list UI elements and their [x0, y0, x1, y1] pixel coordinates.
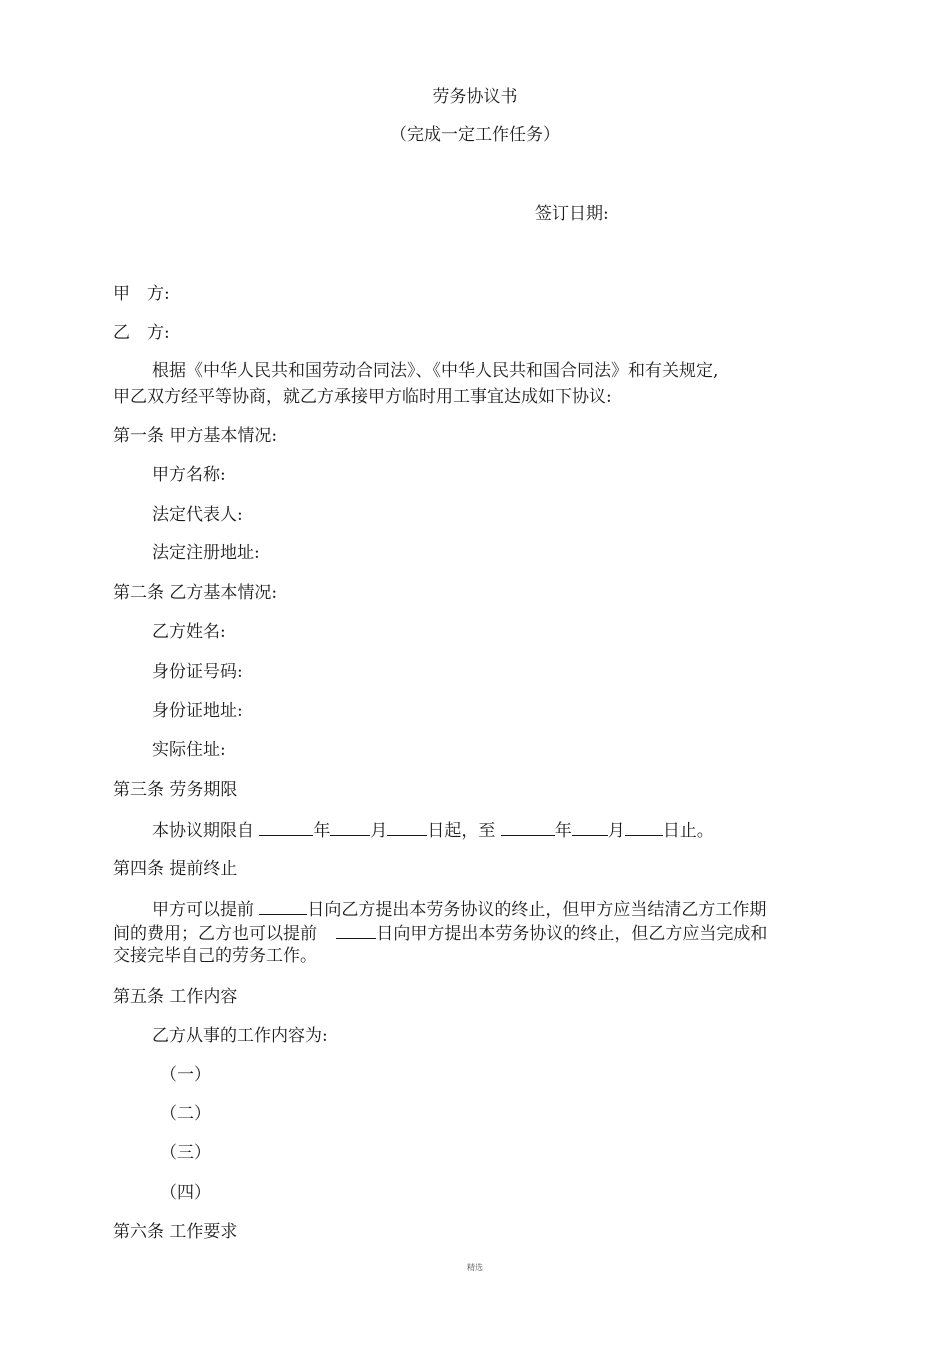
- id-number-label: 身份证号码:: [152, 662, 243, 682]
- party-a-notice-days-blank[interactable]: [259, 896, 307, 915]
- term-year2-label: 年: [554, 821, 572, 841]
- termination-line-1: [152, 896, 766, 922]
- party-a-label: 甲 方:: [113, 284, 170, 304]
- id-address-label: 身份证地址:: [152, 701, 243, 721]
- page-footer: 精选: [467, 1263, 483, 1272]
- term-from-label: 日起，至: [427, 821, 496, 841]
- term-text-start: 本协议期限自: [152, 821, 254, 841]
- term-paragraph: [152, 817, 714, 843]
- party-b-name-label: 乙方姓名:: [152, 622, 226, 642]
- term-year-label: 年: [313, 821, 331, 841]
- termination-line-2: [113, 920, 767, 946]
- work-item-1: （一）: [160, 1065, 211, 1085]
- article-2-title: 第二条 乙方基本情况:: [113, 583, 278, 603]
- sign-date-label: 签订日期:: [535, 204, 609, 224]
- article-1-title: 第一条 甲方基本情况:: [113, 426, 278, 446]
- end-month-blank[interactable]: [572, 817, 608, 836]
- article-6-title: 第六条 工作要求: [113, 1222, 238, 1242]
- term-month-label: 月: [370, 821, 388, 841]
- party-b-notice-days-blank[interactable]: [336, 920, 376, 939]
- preamble-line-1: 根据《中华人民共和国劳动合同法》、《中华人民共和国合同法》和有关规定,: [152, 361, 719, 381]
- termination-text-b: 日向乙方提出本劳务协议的终止，但甲方应当结清乙方工作期: [307, 900, 767, 920]
- party-a-name-label: 甲方名称:: [152, 465, 226, 485]
- registered-address-label: 法定注册地址:: [152, 543, 260, 563]
- article-5-title: 第五条 工作内容: [113, 987, 238, 1007]
- end-year-blank[interactable]: [501, 817, 555, 836]
- start-month-blank[interactable]: [330, 817, 370, 836]
- start-day-blank[interactable]: [387, 817, 427, 836]
- work-item-3: （三）: [160, 1143, 211, 1163]
- document-subtitle: （完成一定工作任务）: [390, 125, 560, 145]
- term-until-label: 日止。: [662, 821, 714, 841]
- article-4-title: 第四条 提前终止: [113, 859, 238, 879]
- term-month2-label: 月: [607, 821, 625, 841]
- termination-text-a: 甲方可以提前: [152, 900, 254, 920]
- end-day-blank[interactable]: [625, 817, 663, 836]
- work-content-intro: 乙方从事的工作内容为:: [152, 1026, 328, 1046]
- party-b-label: 乙 方:: [113, 323, 170, 343]
- article-3-title: 第三条 劳务期限: [113, 780, 238, 800]
- termination-text-c: 间的费用；乙方也可以提前: [113, 924, 317, 944]
- work-item-4: （四）: [160, 1183, 211, 1203]
- termination-text-d: 日向甲方提出本劳务协议的终止，但乙方应当完成和: [376, 924, 768, 944]
- start-year-blank[interactable]: [259, 817, 313, 836]
- work-item-2: （二）: [160, 1104, 211, 1124]
- document-title: 劳务协议书: [432, 87, 518, 107]
- legal-representative-label: 法定代表人:: [152, 505, 243, 525]
- actual-address-label: 实际住址:: [152, 740, 226, 760]
- termination-line-3: 交接完毕自己的劳务工作。: [113, 946, 317, 966]
- preamble-line-2: 甲乙双方经平等协商，就乙方承接甲方临时用工事宜达成如下协议:: [113, 387, 612, 407]
